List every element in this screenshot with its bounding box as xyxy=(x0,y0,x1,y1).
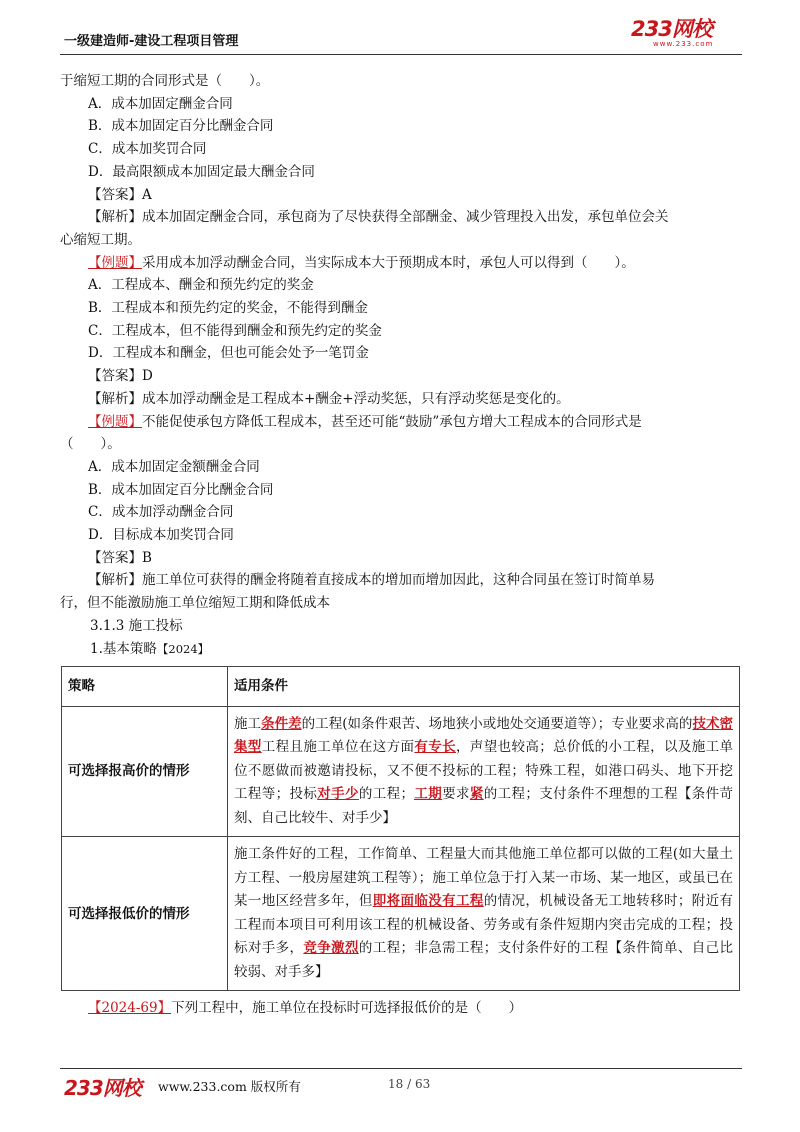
page-number: 18 / 63 xyxy=(388,1077,431,1091)
table-header-strategy: 策略 xyxy=(62,667,228,707)
key-term: 条件差 xyxy=(261,715,302,732)
question xyxy=(60,411,742,434)
question xyxy=(60,252,742,275)
question-stem-cont: （ ）。 xyxy=(60,436,121,453)
table-row xyxy=(62,706,740,837)
explanation-label: 【解析】 xyxy=(88,572,142,589)
option: B．成本加固定百分比酬金合同 xyxy=(88,118,274,135)
answer: 【答案】D xyxy=(88,368,153,385)
row-label-high-price: 可选择报高价的情形 xyxy=(62,706,228,837)
explanation-cont: 行，但不能激励施工单位缩短工期和降低成本 xyxy=(60,595,330,612)
header-divider xyxy=(60,54,742,55)
text: ，声望也较高；总价低的小工程，以及施工单位不愿做而被邀请投标，又不便不投标的工程；特殊工程，如港口码头、地下开挖工程等；投标 xyxy=(234,739,734,803)
key-term: 即将面临没有工程 xyxy=(372,893,484,910)
option: A．工程成本、酬金和预先约定的奖金 xyxy=(88,277,314,294)
table-header-conditions: 适用条件 xyxy=(228,667,740,707)
row-label-low-price: 可选择报低价的情形 xyxy=(62,837,228,991)
footer-logo[interactable]: 233网校 xyxy=(64,1076,141,1100)
explanation-label: 【解析】 xyxy=(88,209,142,226)
option: C．成本加奖罚合同 xyxy=(88,141,207,158)
answer: 【答案】A xyxy=(88,186,152,203)
key-term: 技术密集型 xyxy=(234,715,734,756)
text: 的工程(如条件艰苦、场地狭小或地处交通要道等）；专业要求高的 xyxy=(301,715,693,732)
table-header-row xyxy=(62,667,740,707)
key-term: 对手少 xyxy=(317,786,359,803)
explanation xyxy=(60,206,742,229)
example-tag: 【例题】 xyxy=(88,413,142,430)
explanation-text: 成本加固定酬金合同，承包商为了尽快获得全部酬金、减少管理投入出发，承包单位会关 xyxy=(142,209,669,226)
option: B．成本加固定百分比酬金合同 xyxy=(88,481,274,498)
question-stem: 于缩短工期的合同形式是（ ）。 xyxy=(60,73,270,89)
text: 工程且施工单位在这方面 xyxy=(261,739,415,756)
option: D．目标成本加奖罚合同 xyxy=(88,527,234,544)
explanation xyxy=(60,388,742,411)
question xyxy=(60,997,742,1020)
option: C．成本加浮动酬金合同 xyxy=(88,504,234,521)
option: D．工程成本和酬金，但也可能会处予一笔罚金 xyxy=(88,345,369,362)
text: 施工条件好的工程，工作简单、工程量大而其他施工单位都可以做的工程(如大量土方工程、一般房屋建筑工程等）；施工单位急于打入某一市场、某一地区，或虽已在某一地区经营多年，但 xyxy=(234,846,733,910)
footer-divider xyxy=(60,1068,742,1069)
table-row xyxy=(62,837,740,991)
answer: 【答案】B xyxy=(88,549,152,566)
exam-tag: 【2024-69】 xyxy=(88,1000,172,1017)
row-conditions-high-price xyxy=(228,706,740,837)
option: D．最高限额成本加固定最大酬金合同 xyxy=(88,163,315,180)
text: 要求 xyxy=(442,786,470,803)
key-term: 紧 xyxy=(469,786,484,803)
logo-text: 233网校 xyxy=(631,17,712,41)
explanation xyxy=(60,569,742,592)
text: 施工 xyxy=(234,715,262,732)
subsection-title: 1.基本策略 xyxy=(90,640,157,657)
text: 的情况，机械设备无工地转移时；附近有工程而本项目可利用该工程的机械设备、劳务或有条件短期内突击完成的工程；投标对手多， xyxy=(234,893,734,957)
row-conditions-low-price xyxy=(228,837,740,991)
question-stem: 不能促使承包方降低工程成本，甚至还可能“鼓励”承包方增大工程成本的合同形式是 xyxy=(142,413,642,430)
subsection-heading xyxy=(60,638,742,661)
brand-logo[interactable] xyxy=(631,18,741,52)
text: 的工程；非急需工程；支付条件好的工程【条件简单、自己比较弱、对手多】 xyxy=(234,940,734,980)
example-tag: 【例题】 xyxy=(88,254,142,271)
strategy-table xyxy=(61,666,740,991)
explanation-cont: 心缩短工期。 xyxy=(60,231,141,248)
option: C．工程成本，但不能得到酬金和预先约定的奖金 xyxy=(88,322,382,339)
document-body xyxy=(60,70,742,1020)
year-tag: 【2024】 xyxy=(156,641,210,656)
question-stem: 下列工程中，施工单位在投标时可选择报低价的是（ ） xyxy=(171,1000,523,1017)
text: 的工程；支付条件不理想的工程【条件苛刻、自己比较牛、对手少】 xyxy=(234,786,734,826)
key-term: 工期 xyxy=(413,786,443,803)
text: 的工程； xyxy=(358,786,414,803)
section-heading: 3.1.3 施工投标 xyxy=(90,617,183,634)
question-stem: 采用成本加浮动酬金合同，当实际成本大于预期成本时，承包人可以得到（ ）。 xyxy=(142,254,635,271)
header-title: 一级建造师-建设工程项目管理 xyxy=(64,34,239,49)
key-term: 竞争激烈 xyxy=(303,940,359,957)
explanation-text: 施工单位可获得的酬金将随着直接成本的增加而增加因此，这种合同虽在签订时简单易 xyxy=(142,572,655,589)
option: A．成本加固定酬金合同 xyxy=(88,95,233,112)
key-term: 有专长 xyxy=(414,739,456,756)
logo-url: www.233.com xyxy=(653,40,714,48)
explanation-label: 【解析】 xyxy=(88,390,142,407)
option: A．成本加固定金额酬金合同 xyxy=(88,458,260,475)
option: B．工程成本和预先约定的奖金，不能得到酬金 xyxy=(88,300,368,317)
explanation-text: 成本加浮动酬金是工程成本+酬金+浮动奖惩，只有浮动奖惩是变化的。 xyxy=(142,390,570,407)
footer-copyright: www.233.com 版权所有 xyxy=(158,1079,301,1094)
